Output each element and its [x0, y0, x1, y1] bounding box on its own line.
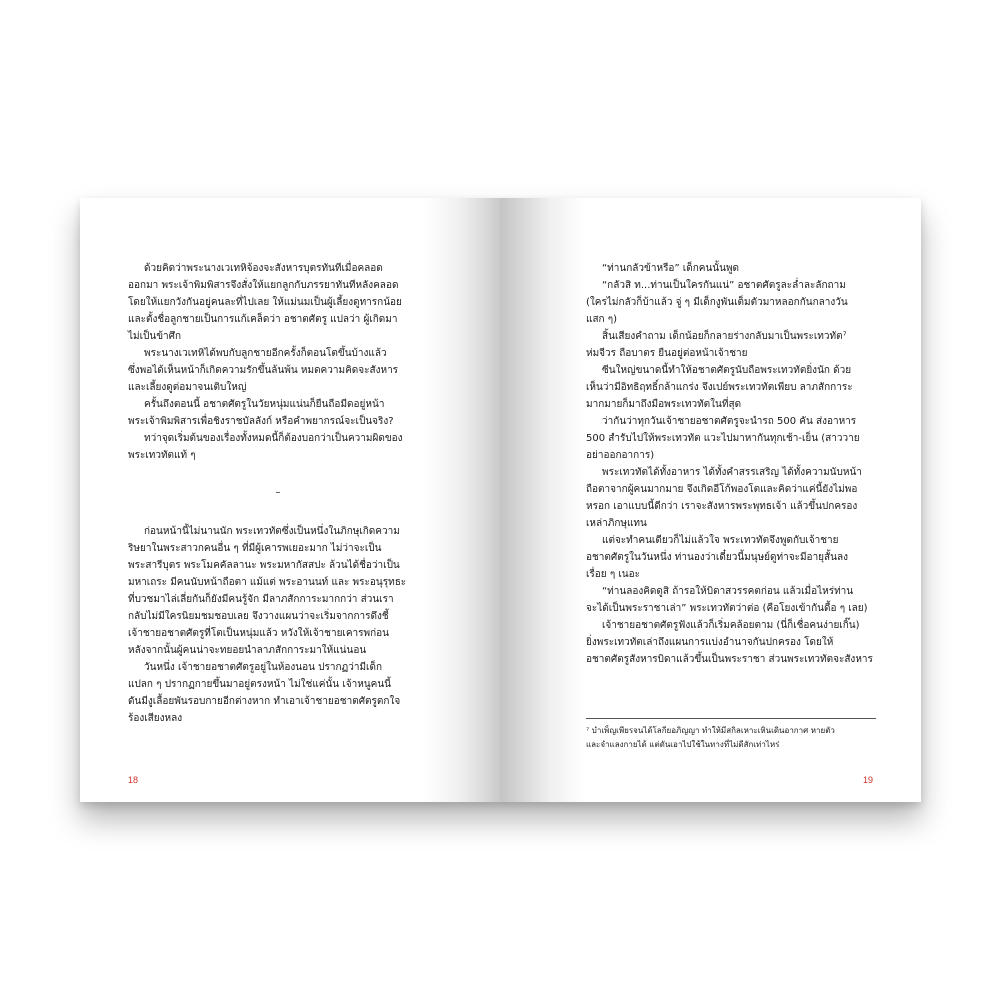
text-line: จะได้เป็นพระราชาเล่า” พระเทวทัตว่าต่อ (คือโยงเข้ากันดื้อ ๆ เลย) — [586, 603, 868, 614]
text-line: ซีนใหญ่ขนาดนี้ทำให้อชาตศัตรูนับถือพระเทวทัตยิ่งนัก ด้วย — [602, 365, 852, 376]
text-line: ดันมีงูเลื้อยพันรอบกายอีกต่างหาก ทำเอาเจ้าชายอชาตศัตรูตกใจ — [128, 696, 401, 707]
text-line: ไม่เป็นข้าศึก — [128, 331, 182, 342]
page-number-left: 18 — [128, 775, 139, 785]
text-line: มหาเถระ มีคนนับหน้าถือตา แม้แต่ พระอานนท์ และ พระอนุรุทธะ — [128, 577, 407, 588]
text-line: กลับไม่มีใครนิยมชมชอบเลย จึงวางแผนว่าจะเริ่มจากการดึงชี้ — [128, 611, 389, 622]
footnote — [586, 724, 886, 752]
text-line: สิ้นเสียงคำถาม เด็กน้อยก็กลายร่างกลับมาเป็นพระเทวทัต⁷ — [602, 331, 847, 342]
open-book — [80, 198, 921, 802]
text-line: พระสารีบุตร พระโมคคัลลานะ พระมหากัสสปะ ล้วนได้ชื่อว่าเป็น — [128, 560, 400, 571]
footnote-rule — [586, 718, 876, 719]
text-line: พระเทวทัตได้ทั้งอาหาร ได้ทั้งคำสรรเสริญ ได้ทั้งความนับหน้า — [602, 467, 862, 478]
text-line: (ใครไม่กลัวก็บ้าแล้ว จู่ ๆ มีเด็กงูพันเต็มตัวมาหลอกกันกลางวัน — [586, 297, 848, 308]
left-page — [80, 198, 500, 802]
section-separator: – — [275, 487, 281, 498]
text-line: หลังจากนั้นผู้คนน่าจะทยอยนำลาภสักการะมาให้แน่นอน — [128, 645, 367, 656]
text-line: ด้วยคิดว่าพระนางเวเทหิจ้องจะสังหารบุตรทันทีเมื่อคลอด — [144, 263, 383, 274]
left-page-paragraphs-bottom — [128, 523, 428, 727]
text-line: ครั้นถึงตอนนี้ อชาตศัตรูในวัยหนุ่มแน่นก็ยืนถือมีดอยู่หน้า — [144, 399, 385, 410]
text-line: และเลี้ยงดูต่อมาจนเติบใหญ่ — [128, 382, 247, 393]
text-line: ออกมา พระเจ้าพิมพิสารจึงสั่งให้แยกลูกกับภรรยาทันทีหลังคลอด — [128, 280, 399, 291]
left-page-text — [128, 260, 428, 727]
text-line: 500 สำรับไปให้พระเทวทัต แวะไปมาหากันทุกเช้า-เย็น (สาววาย — [586, 433, 860, 444]
text-line: ที่บวชมาไล่เลี่ยกันก็ยังมีคนรู้จัก มีลาภสักการะมากกว่า ส่วนเรา — [128, 594, 394, 605]
page-number-right: 19 — [862, 775, 873, 785]
text-line: โดยให้แยกวังกันอยู่คนละที่ไปเลย ให้แม่นมเป็นผู้เลี้ยงดูทารกน้อย — [128, 297, 402, 308]
text-line: พระนางเวเทหิได้พบกับลูกชายอีกครั้งก็ตอนโตขึ้นบ้างแล้ว — [144, 348, 387, 359]
text-line: เห็นว่ามีอิทธิฤทธิ์กล้าแกร่ง จึงเปย์พระเทวทัตเพียบ ลาภสักการะ — [586, 382, 853, 393]
text-line: ถือตาจากผู้คนมากมาย จึงเกิดอีโก้พองโตและคิดว่าแค่นี้ยังไม่พอ — [586, 484, 858, 495]
text-line: ริษยาในพระสาวกคนอื่น ๆ ที่มีผู้เคารพเยอะมาก ไม่ว่าจะเป็น — [128, 543, 382, 554]
text-line: วันหนึ่ง เจ้าชายอชาตศัตรูอยู่ในห้องนอน ปรากฏว่ามีเด็ก — [144, 662, 383, 673]
text-line: เรื่อย ๆ เนอะ — [586, 569, 641, 580]
text-line: “กลัวสิ ท...ท่านเป็นใครกันแน่” อชาตศัตรูละล่ำละลักถาม — [602, 280, 846, 291]
text-line: และตั้งชื่อลูกชายเป็นการแก้เคล็ดว่า อชาตศัตรู แปลว่า ผู้เกิดมา — [128, 314, 398, 325]
text-line: ห่มจีวร ถือบาตร ยืนอยู่ต่อหน้าเจ้าชาย — [586, 348, 748, 359]
text-line: แปลก ๆ ปรากฏกายขึ้นมาอยู่ตรงหน้า ไม่ใช่แค่นั้น เจ้าหนูคนนี้ — [128, 679, 392, 690]
text-line: อย่าออกอาการ) — [586, 450, 655, 461]
text-line: “ท่านกลัวข้าหรือ” เด็กคนนั้นพูด — [602, 263, 740, 274]
text-line: ยิ่งพระเทวทัตเล่าถึงแผนการแบ่งอำนาจกันปกครอง โดยให้ — [586, 637, 834, 648]
text-line: เจ้าชายอชาตศัตรูฟังแล้วก็เริ่มคล้อยตาม (นี่ก็เชื่อคนง่ายเกิ๊น) — [602, 620, 860, 631]
text-line: มากมายก็มาถึงมือพระเทวทัตในที่สุด — [586, 399, 742, 410]
text-line: แต่จะทำคนเดียวก็ไม่แล้วใจ พระเทวทัตจึงพูดกับเจ้าชาย — [602, 535, 839, 546]
text-line: เหล่าภิกษุแทน — [586, 518, 647, 529]
text-line: เจ้าชายอชาตศัตรูที่โตเป็นหนุ่มแล้ว หวังให้เจ้าชายเคารพก่อน — [128, 628, 390, 639]
text-line: ว่ากันว่าทุกวันเจ้าชายอชาตศัตรูจะนำรถ 500 คัน ส่งอาหาร — [602, 416, 857, 427]
text-line: ร้องเสียงหลง — [128, 713, 183, 724]
text-line: “ท่านลองคิดดูสิ ถ้ารอให้บิดาสวรรคตก่อน แล้วเมื่อไหร่ท่าน — [602, 586, 854, 597]
text-line: ก่อนหน้านี้ไม่นานนัก พระเทวทัตซึ่งเป็นหนึ่งในภิกษุเกิดความ — [144, 526, 400, 537]
right-page-paragraphs — [586, 260, 886, 668]
footnote-line: ⁷ บำเพ็ญเพียรจนได้โลกียอภิญญา ทำให้มีสกิลเหาะเหินเดินอากาศ หายตัว — [586, 726, 835, 735]
right-page-text — [586, 260, 886, 668]
text-line: พระเจ้าพิมพิสารเพื่อชิงราชบัลลังก์ หรือคำพยากรณ์จะเป็นจริง? — [128, 416, 394, 427]
footnote-line: และจำแลงกายได้ แต่ดันเอาไปใช้ในทางที่ไม่ดีสักเท่าไหร่ — [586, 740, 780, 749]
text-line: แสก ๆ) — [586, 314, 618, 325]
text-line: อชาตศัตรูสังหารบิดาแล้วขึ้นเป็นพระราชา ส่วนพระเทวทัตจะสังหาร — [586, 654, 873, 665]
text-line: ซึ่งพอได้เห็นหน้าก็เกิดความรักขึ้นล้นพ้น หมดความคิดจะสังหาร — [128, 365, 399, 376]
text-line: อชาตศัตรูในวันหนึ่ง ท่านองว่าเดี๋ยวนี้มนุษย์ดูท่าจะมีอายุสั้นลง — [586, 552, 848, 563]
text-line: ทว่าจุดเริ่มต้นของเรื่องทั้งหมดนี้ก็ต้องบอกว่าเป็นความผิดของ — [144, 433, 403, 444]
right-page — [500, 198, 921, 802]
left-page-paragraphs-top — [128, 260, 428, 464]
text-line: พระเทวทัตแท้ ๆ — [128, 450, 196, 461]
text-line: หรอก เอาแบบนี้ดีกว่า เราจะสังหารพระพุทธเจ้า แล้วขึ้นปกครอง — [586, 501, 858, 512]
